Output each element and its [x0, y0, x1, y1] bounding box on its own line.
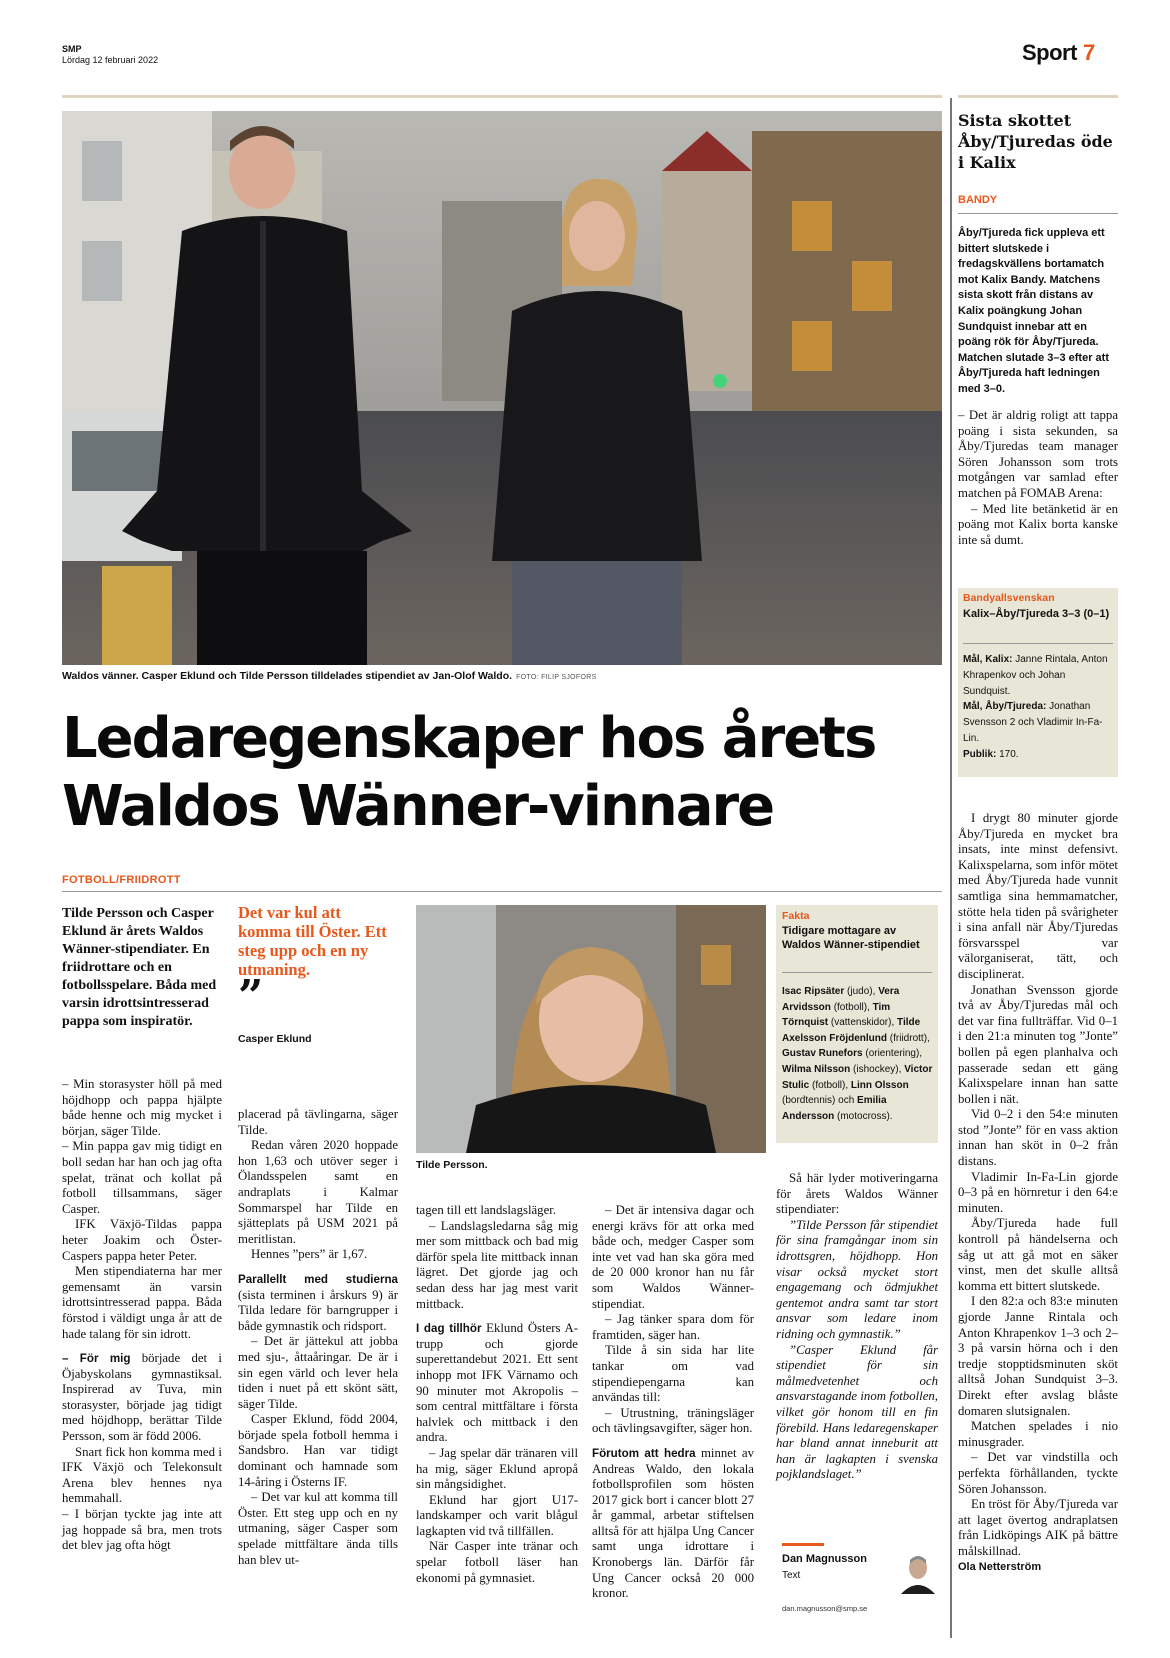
paragraph: I drygt 80 minuter gjorde Åby/Tjureda en mycket bra insats, inte minst defensivt. Kalixspelarna, som inför mötet med Åby/Tjureda hade vunnit samtliga sina hemmamatcher, stötte hela tiden på svårigheter i sina anfall när Åby/Tjuredas försvarsspel var välorganiserat, tätt, och disciplinerat. — [958, 811, 1118, 981]
body-column-5 — [776, 1171, 938, 1483]
paragraph-text: tagen till ett landslagsläger. — [416, 1203, 557, 1217]
stat-row — [963, 747, 1113, 763]
paragraph — [416, 1493, 578, 1540]
main-photo — [62, 111, 942, 665]
section-kicker: FOTBOLL/FRIIDROTT — [62, 874, 181, 886]
paragraph — [62, 1507, 222, 1554]
paragraph-text: IFK Växjö-Tildas pappa heter Joakim och Öster-Caspers pappa heter Peter. — [62, 1217, 222, 1263]
recipient-name: Linn Olsson — [850, 1079, 909, 1091]
paragraph: Matchen spelades i nio minusgrader. — [958, 1419, 1118, 1449]
recipient-sport: (vattenskidor), — [830, 1017, 895, 1029]
paragraph-text: – Det var kul att komma till Öster. Ett steg upp och en ny utmaning, säger Casper som spelade mittfältare ända tills han blev ut- — [238, 1490, 398, 1567]
headline-line-2: Waldos Wänner-vinnare — [62, 774, 774, 839]
paragraph — [416, 1539, 578, 1586]
rail-headline: Sista skottet Åby/Tjuredas öde i Kalix — [958, 111, 1113, 172]
quote-mark-icon: ” — [238, 971, 264, 1022]
rail-column-bottom — [958, 811, 1118, 1575]
recipient-name: Gustav Runefors — [782, 1048, 863, 1060]
top-rule — [62, 95, 942, 98]
recipient-name: Victor Stulic — [782, 1063, 933, 1091]
byline-email: dan.magnusson@smp.se — [782, 1604, 868, 1613]
paragraph — [238, 1412, 398, 1490]
paragraph-text: Tilde å sin sida har lite tankar om vad stipendiepengarna kan användas till: — [592, 1343, 754, 1405]
paragraph-text: Men stipendiaterna har mer gemensamt än varsin idrottsintresserad pappa. Båda förstod i väldigt unga år att de hade talang för sin idrott. — [62, 1264, 222, 1341]
stat-key: Mål, Kalix: — [963, 654, 1013, 665]
paragraph-text: – Jag spelar där tränaren vill ha mig, säger Eklund apropå sin mångsidighet. — [416, 1445, 578, 1492]
paragraph-text: – Det är intensiva dagar och energi krävs för att orka med både och, medger Casper som inte vet vad han ska göra med de 20 000 kronor han nu får som Waldos Wänner-stipendiat. — [592, 1203, 754, 1311]
kicker-rule — [62, 891, 942, 892]
stat-value: Jonathan Svensson 2 och Vladimir In-Fa-Lin. — [963, 701, 1103, 744]
paragraph-text: – Min pappa gav mig tidigt en boll sedan har han och jag ofta spelat, tränat och kollat på fotboll tillsammans, säger Casper. — [62, 1139, 222, 1216]
photo-caption — [62, 670, 942, 682]
recipient-name: Tilde Axelsson Fröjdenlund — [782, 1017, 921, 1044]
paragraph-text: Eklund Östers A-trupp och gjorde superettandebut 2021. Ett sent inhopp mot IFK Värnamo och 90 minuter mot Akropolis – som central mittfältare i första halvlek och mittback i den andra. — [416, 1321, 578, 1445]
paragraph — [592, 1203, 754, 1312]
body-column-3 — [416, 1203, 578, 1586]
paragraph — [776, 1218, 938, 1343]
stat-row — [963, 652, 1113, 699]
paragraph-text: (sista terminen i årskurs 9) är Tilda ledare för barngrupper i både gymnastik och ridsport. — [238, 1287, 398, 1333]
stat-key: Mål, Åby/Tjureda: — [963, 701, 1047, 713]
paragraph-text: – Jag tänker spara dom för framtiden, säger han. — [592, 1312, 754, 1342]
recipient-sport: (bordtennis) och — [782, 1095, 855, 1107]
paragraph-text: – Det är jättekul att jobba med sju-, åttaåringar. De är i sin egen värld och lever hela tiden i nuet på ett skönt sätt, säger Tilde. — [238, 1334, 398, 1411]
recipient-sport: (fotboll), — [812, 1079, 849, 1091]
match-result: Kalix–Åby/Tjureda 3–3 (0–1) — [963, 608, 1110, 620]
recipient-sport: (orientering), — [865, 1048, 923, 1060]
paragraph: – Det är aldrig roligt att tappa poäng i sista sekunden, sa Åby/Tjuredas team manager Sören Johansson som trots motgången var samlad efter matchen på FOMAB Arena: — [958, 408, 1118, 500]
paragraph — [416, 1219, 578, 1313]
recipient-name: Emilia Andersson — [782, 1095, 887, 1122]
photo-credit: FOTO: FILIP SJOFORS — [516, 674, 597, 681]
rail-ingress: Åby/Tjureda fick uppleva ett bittert slutskede i fredagskvällens bortamatch mot Kalix Bandy. Matchens sista skott från distans av Kalix poängkung Johan Sundquist innebar att en poäng rök för Åby/Tjureda. Matchen slutade 3–3 efter att Åby/Tjureda haft ledningen med 3–0. — [958, 227, 1109, 395]
issue-date: Lördag 12 februari 2022 — [62, 55, 159, 65]
match-league: Bandyallsvenskan — [963, 592, 1055, 604]
byline-avatar — [898, 1552, 938, 1594]
paragraph — [238, 1490, 398, 1568]
pull-quote: Det var kul att komma till Öster. Ett steg upp och en ny utmaning. — [238, 903, 387, 979]
headline — [62, 705, 942, 841]
body-column-4 — [592, 1203, 754, 1602]
stat-key: Publik: — [963, 748, 997, 760]
paragraph-lead: I dag tillhör — [416, 1322, 482, 1336]
section-name: Sport — [1022, 40, 1077, 65]
recipient-sport: (judo), — [847, 986, 876, 997]
paragraph — [62, 1445, 222, 1507]
rail-rule — [958, 213, 1118, 214]
paragraph-text: – Min storasyster höll på med höjdhopp och pappa hjälpte både henne och mig mycket i början, säger Tilde. — [62, 1077, 222, 1138]
paragraph: Jonathan Svensson gjorde två av Åby/Tjuredas mål och det var fina fullträffar. Vid 0–1 i den 21:a minuten tog ”Jonte” bollen på egen planhalva och passerade sedan ett gäng Kalixspelare innan han satte bollen i nät. — [958, 982, 1118, 1106]
motivation-quote: ”Tilde Persson får stipendiet för sina framgångar inom sin idrottsgren, höjdhopp. Hon visar också mycket stort engagemang och ödmjukhet gentemot andra samt tar stort ansvar som ledare inom ridning och gymnastik.” — [776, 1217, 938, 1341]
paragraph — [62, 1139, 222, 1217]
paragraph-text: Eklund har gjort U17-landskamper och varit blågul lagkapten vid två tillfällen. — [416, 1492, 578, 1538]
paragraph-text: – Utrustning, träningsläger och tävlingsavgifter, säger hon. — [592, 1405, 754, 1436]
paragraph: Åby/Tjureda hade full kontroll på händelserna och såg ut att gå mot en säker vinst, men det skulle alltså komma ett bittert slutskede. — [958, 1216, 1118, 1293]
paragraph — [238, 1138, 398, 1247]
paragraph — [62, 1077, 222, 1139]
recipient-name: Vera Arvidsson — [782, 986, 900, 1013]
paragraph — [238, 1247, 398, 1263]
paragraph — [416, 1446, 578, 1493]
paragraph-text: – Landslagsledarna såg mig mer som mittback och bad mig därför spela lite mittback innan lägret. Det gjorde jag och sedan dess har jag mest varit mittback. — [416, 1218, 578, 1311]
headline-line-1: Ledaregenskaper hos årets — [62, 706, 876, 771]
body-column-1 — [62, 1077, 222, 1554]
paragraph: I den 82:a och 83:e minuten gjorde Janne Rintala och Anton Khrapenkov 1–3 och 2–3 på varsin hörna och i den tredje stopptidsminuten sköt alltså Johan Sundquist 3–3. Direkt efter avslag blåste domaren slutsignalen. — [958, 1294, 1118, 1418]
rail-kicker: BANDY — [958, 194, 998, 206]
byline-role: Text — [782, 1570, 801, 1581]
paragraph: Vid 0–2 i den 54:e minuten stod ”Jonte” för en vass aktion innan han sköt in 0–2 från distans. — [958, 1107, 1118, 1169]
portrait-caption: Tilde Persson. — [416, 1159, 488, 1171]
column-divider — [950, 98, 952, 1638]
recipient-sport: (motocross). — [837, 1110, 893, 1122]
match-stats-rule — [963, 643, 1113, 644]
paragraph — [238, 1272, 398, 1334]
fact-box-label: Fakta — [782, 910, 810, 922]
motivation-quote: ”Casper Eklund får stipendiet för sin målmedvetenhet och ansvarstagande inom fotbollen, vilket gör honom till en fin förebild. Hans ledaregenskaper har bland annat inneburit att han är lagkapten i svenska pojklandslaget.” — [776, 1342, 938, 1482]
paragraph-text: minnet av Andreas Waldo, den lokala fotbollsprofilen som hösten 2017 gick bort i cancer blott 27 år gammal, arbetar stiftelsen alltså för att hjälpa Ung Cancer samt unga idrottare i Kronobergs län. Därför får Ung Cancer också 20 000 kronor. — [592, 1445, 754, 1601]
recipient-name: Isac Ripsäter — [782, 986, 845, 997]
paragraph-text: – I början tyckte jag inte att jag hoppade så bra, men trots det blev jag ofta högt — [62, 1507, 222, 1553]
publication-name: SMP — [62, 44, 82, 54]
newspaper-page — [12, 0, 1157, 1658]
paragraph — [592, 1343, 754, 1405]
recipient-sport: (fotboll), — [833, 1001, 870, 1013]
byline-name: Dan Magnusson — [782, 1553, 867, 1565]
fact-box-title: Tidigare mottagare av Waldos Wänner-stipendiet — [782, 925, 920, 951]
rail-column-top — [958, 408, 1118, 548]
portrait-photo — [416, 905, 766, 1153]
recipient-name: Wilma Nilsson — [782, 1063, 851, 1075]
paragraph-lead: Parallellt med studierna — [238, 1272, 398, 1286]
paragraph — [592, 1406, 754, 1437]
fact-box-list — [782, 984, 934, 1124]
paragraph-text: placerad på tävlingarna, säger Tilde. — [238, 1107, 398, 1137]
paragraph: Vladimir In-Fa-Lin gjorde 0–3 på en hörnretur i den 64:e minuten. — [958, 1169, 1118, 1215]
paragraph — [238, 1107, 398, 1138]
recipient-sport: (friidrott), — [889, 1032, 930, 1044]
stat-value: 170. — [999, 748, 1019, 760]
top-rule-rail — [958, 95, 1118, 98]
paragraph-text: När Casper inte tränar och spelar fotboll läser han ekonomi på gymnasiet. — [416, 1539, 578, 1585]
page-number: 7 — [1082, 40, 1095, 65]
paragraph — [62, 1264, 222, 1342]
paragraph — [62, 1217, 222, 1264]
paragraph — [592, 1312, 754, 1343]
byline-rule — [782, 1543, 824, 1546]
paragraph-lead: Förutom att hedra — [592, 1446, 696, 1460]
stat-value: Janne Rintala, Anton Khrapenkov och Johan Sundquist. — [963, 654, 1108, 697]
paragraph-text: Hennes ”pers” är 1,67. — [251, 1247, 368, 1262]
quote-attribution: Casper Eklund — [238, 1033, 312, 1045]
paragraph — [776, 1343, 938, 1483]
fact-box-rule — [782, 972, 932, 973]
paragraph-text: Redan våren 2020 hoppade hon 1,63 och utöver seger i Ölandsspelen samt en andraplats i Kalmar Sommarspel har Tilde en sjätteplats på USM 2021 på meritlistan. — [238, 1138, 398, 1246]
paragraph: – Det var vindstilla och perfekta förhållanden, tyckte Sören Johansson. — [958, 1450, 1118, 1496]
paragraph-lead: – För mig — [62, 1352, 131, 1366]
recipient-name: Tim Törnquist — [782, 1001, 891, 1029]
paragraph — [238, 1334, 398, 1412]
body-column-2 — [238, 1107, 398, 1568]
recipient-sport: (ishockey), — [853, 1063, 902, 1075]
section-header — [1022, 40, 1095, 66]
paragraph: Så här lyder motiveringarna för årets Waldos Wänner stipendiater: — [776, 1171, 938, 1217]
stat-row — [963, 699, 1113, 746]
paragraph-text: började det i Öjabyskolans gymnastiksal. Inspirerad av Tuva, min storasyster, började jag tidigt med höjdhopp, berättar Tilde Persson, som är född 2006. — [62, 1351, 222, 1444]
paragraph — [416, 1321, 578, 1446]
paragraph — [592, 1446, 754, 1602]
paragraph: En tröst för Åby/Tjureda var att laget övertog andraplatsen från Lidköpings AIK på bättre målskillnad. — [958, 1497, 1118, 1558]
paragraph — [416, 1203, 578, 1219]
paragraph-text: Casper Eklund, född 2004, började spela fotboll hemma i Sandsbro. Han var tidigt dominant och hamnade som 14-åring i Österns IF. — [238, 1412, 398, 1489]
paragraph-text: Snart fick hon komma med i IFK Växjö och Telekonsult Arena blev hennes nya hemmahall. — [62, 1444, 222, 1506]
paragraph — [62, 1351, 222, 1445]
match-stats-list — [963, 652, 1113, 763]
caption-text: Waldos vänner. Casper Eklund och Tilde Persson tilldelades stipendiet av Jan-Olof Waldo. — [62, 670, 513, 682]
article-ingress: Tilde Persson och Casper Eklund är årets Waldos Wänner-stipendiater. En friidrottare och en fotbollsspelare. Båda med varsin idrottsintresserad pappa som inspiratör. — [62, 906, 217, 1029]
rail-signature: Ola Netterström — [958, 1560, 1042, 1573]
paragraph: – Med lite betänketid är en poäng mot Kalix borta kanske inte så dumt. — [958, 501, 1118, 547]
